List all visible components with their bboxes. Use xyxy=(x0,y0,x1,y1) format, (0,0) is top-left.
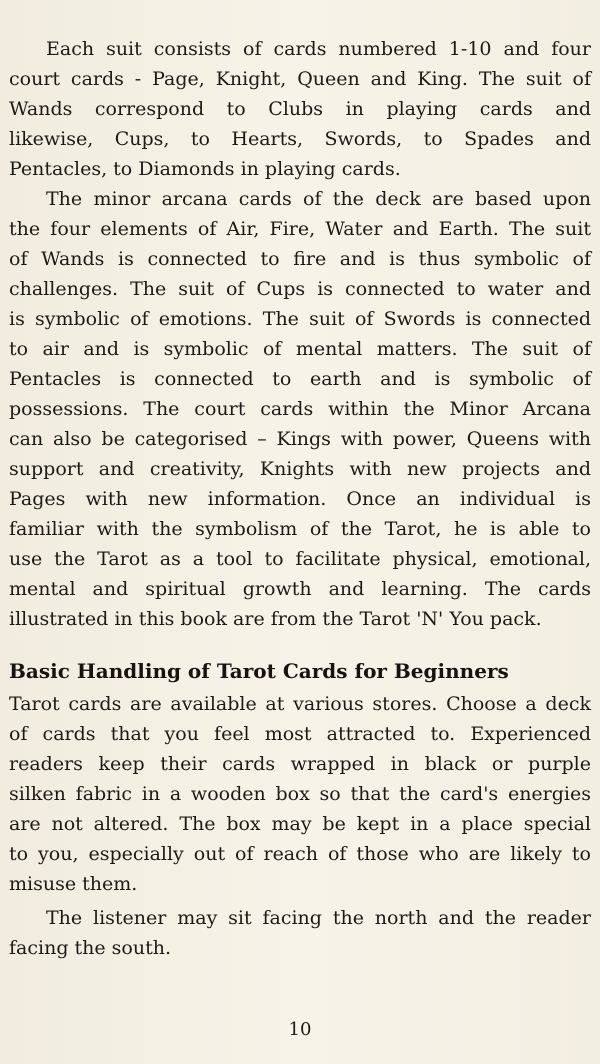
text-line: are not altered. The box may be kept in a place special xyxy=(9,813,591,835)
text-line: use the Tarot as a tool to facilitate physical, emotional, xyxy=(9,548,591,570)
text-line: misuse them. xyxy=(9,873,138,895)
text-line: of Wands is connected to fire and is thus symbolic of xyxy=(9,248,591,270)
paragraph-minor-arcana xyxy=(9,184,591,634)
text-line: the four elements of Air, Fire, Water and Earth. The suit xyxy=(9,218,591,240)
text-line: silken fabric in a wooden box so that the card's energies xyxy=(9,783,591,805)
text-line: illustrated in this book are from the Tarot 'N' You pack. xyxy=(9,608,542,630)
text-line: familiar with the symbolism of the Tarot, he is able to xyxy=(9,518,591,540)
paragraph-handling xyxy=(9,689,591,899)
text-line: likewise, Cups, to Hearts, Swords, to Spades and xyxy=(9,128,591,150)
paragraph-suits xyxy=(9,34,591,184)
text-line: of cards that you feel most attracted to. Experienced xyxy=(9,723,591,745)
page-number: 10 xyxy=(288,1019,312,1040)
text-line: mental and spiritual growth and learning. The cards xyxy=(9,578,591,600)
text-line: Pentacles, to Diamonds in playing cards. xyxy=(9,158,401,180)
text-line: The minor arcana cards of the deck are based upon xyxy=(46,188,591,210)
paragraph-seating xyxy=(9,903,591,963)
text-line: is symbolic of emotions. The suit of Swords is connected xyxy=(9,308,591,330)
text-line: to air and is symbolic of mental matters. The suit of xyxy=(9,338,591,360)
text-line: challenges. The suit of Cups is connected to water and xyxy=(9,278,591,300)
text-line: possessions. The court cards within the Minor Arcana xyxy=(9,398,591,420)
text-line: Tarot cards are available at various stores. Choose a deck xyxy=(9,693,591,715)
text-line: readers keep their cards wrapped in black or purple xyxy=(9,753,591,775)
text-line: Wands correspond to Clubs in playing cards and xyxy=(9,98,591,120)
text-line: to you, especially out of reach of those who are likely to xyxy=(9,843,591,865)
text-line: can also be categorised – Kings with power, Queens with xyxy=(9,428,591,450)
text-line: Each suit consists of cards numbered 1-10 and four xyxy=(46,38,591,60)
text-line: facing the south. xyxy=(9,937,172,959)
section-heading: Basic Handling of Tarot Cards for Beginners xyxy=(9,659,509,683)
text-line: Pages with new information. Once an individual is xyxy=(9,488,591,510)
text-line: The listener may sit facing the north and the reader xyxy=(46,907,591,929)
text-line: court cards - Page, Knight, Queen and King. The suit of xyxy=(9,68,591,90)
text-line: support and creativity, Knights with new projects and xyxy=(9,458,591,480)
text-line: Pentacles is connected to earth and is symbolic of xyxy=(9,368,591,390)
